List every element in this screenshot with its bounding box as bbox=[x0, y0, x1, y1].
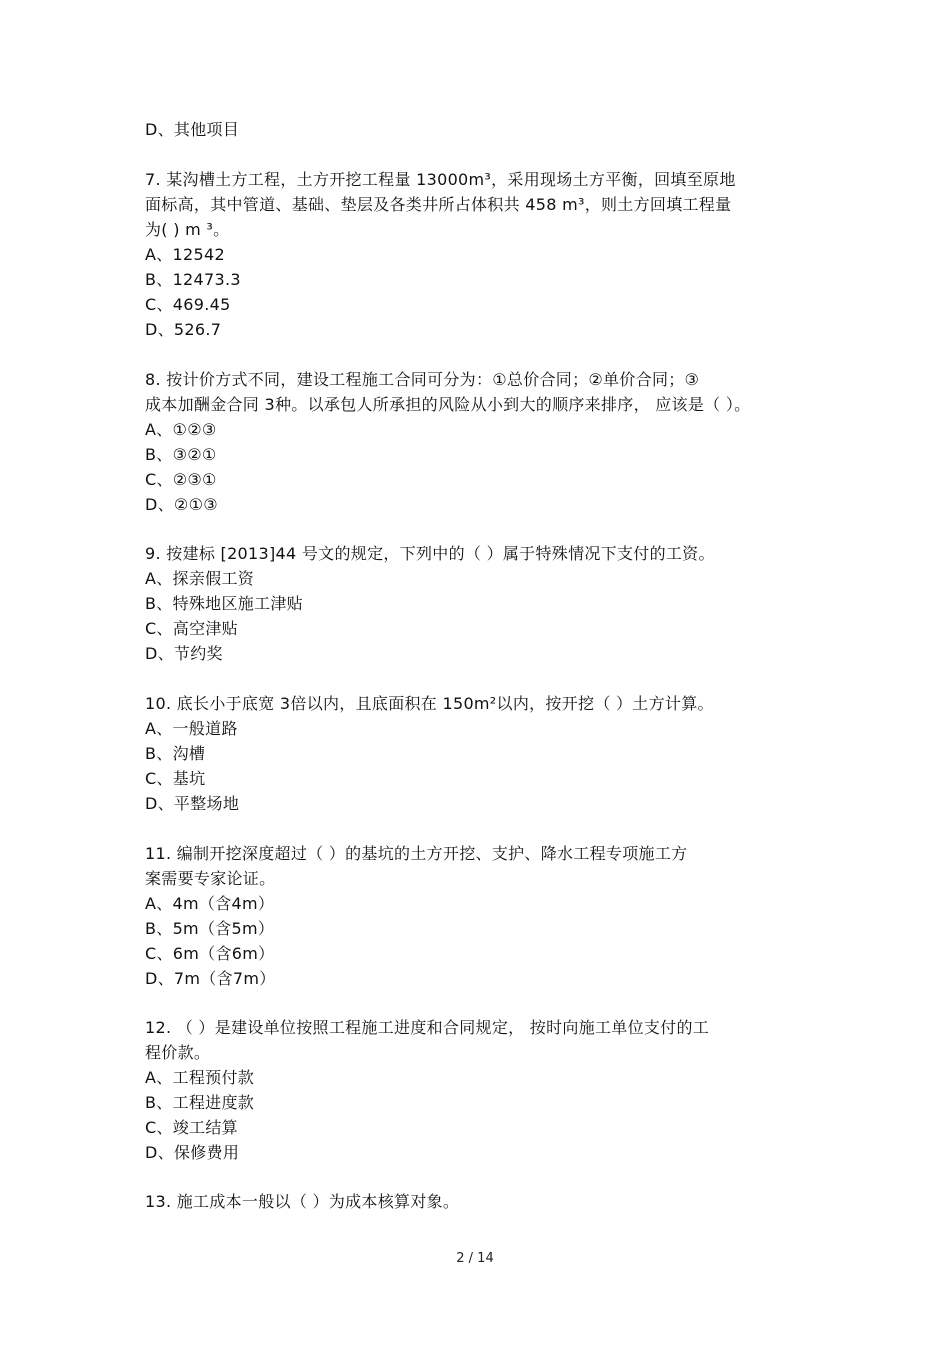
question-text: 成本加酬金合同 3种。以承包人所承担的风险从小到大的顺序来排序， 应该是（ ）。 bbox=[145, 395, 751, 414]
option-a: A、一般道路 bbox=[145, 719, 238, 738]
page-number: 2 / 14 bbox=[456, 1251, 494, 1266]
option-block-q6-tail bbox=[145, 117, 825, 142]
option-a: A、12542 bbox=[145, 245, 225, 264]
option-d: D、节约奖 bbox=[145, 644, 223, 663]
question-text: 面标高，其中管道、基础、垫层及各类井所占体积共 458 m³，则土方回填工程量 bbox=[145, 195, 732, 214]
question-8 bbox=[145, 367, 825, 517]
question-12 bbox=[145, 1015, 825, 1165]
option-b: B、特殊地区施工津贴 bbox=[145, 594, 303, 613]
option-d: D、平整场地 bbox=[145, 794, 240, 813]
question-text: 7. 某沟槽土方工程，土方开挖工程量 13000m³，采用现场土方平衡，回填至原地 bbox=[145, 170, 736, 189]
option-b: B、5m（含5m） bbox=[145, 919, 275, 938]
option-a: A、工程预付款 bbox=[145, 1068, 255, 1087]
option-d: D、526.7 bbox=[145, 320, 222, 339]
option-d: D、7m（含7m） bbox=[145, 969, 276, 988]
option-d: D、②①③ bbox=[145, 495, 218, 514]
option-a: A、①②③ bbox=[145, 420, 217, 439]
option-b: B、沟槽 bbox=[145, 744, 206, 763]
question-11 bbox=[145, 841, 825, 991]
option-b: B、③②① bbox=[145, 445, 217, 464]
question-text: 9. 按建标 [2013]44 号文的规定，下列中的（ ）属于特殊情况下支付的工资。 bbox=[145, 544, 715, 563]
question-text: 程价款。 bbox=[145, 1043, 211, 1062]
question-text: 8. 按计价方式不同，建设工程施工合同可分为：①总价合同；②单价合同；③ bbox=[145, 370, 700, 389]
question-text: 10. 底长小于底宽 3倍以内，且底面积在 150m²以内，按开挖（ ）土方计算。 bbox=[145, 694, 714, 713]
option-c: C、高空津贴 bbox=[145, 619, 238, 638]
question-text: 案需要专家论证。 bbox=[145, 869, 276, 888]
text-line: D、其他项目 bbox=[145, 120, 240, 139]
option-c: C、469.45 bbox=[145, 295, 231, 314]
option-c: C、基坑 bbox=[145, 769, 206, 788]
option-a: A、4m（含4m） bbox=[145, 894, 275, 913]
question-10 bbox=[145, 691, 825, 816]
option-c: C、②③① bbox=[145, 470, 217, 489]
question-text: 12. （ ）是建设单位按照工程施工进度和合同规定， 按时向施工单位支付的工 bbox=[145, 1018, 710, 1037]
option-a: A、探亲假工资 bbox=[145, 569, 255, 588]
question-text: 13. 施工成本一般以（ ）为成本核算对象。 bbox=[145, 1192, 460, 1211]
question-9 bbox=[145, 541, 825, 666]
option-b: B、工程进度款 bbox=[145, 1093, 255, 1112]
question-7 bbox=[145, 167, 825, 342]
option-d: D、保修费用 bbox=[145, 1143, 240, 1162]
question-text: 为( ) m ³。 bbox=[145, 220, 230, 239]
option-b: B、12473.3 bbox=[145, 270, 241, 289]
option-c: C、竣工结算 bbox=[145, 1118, 238, 1137]
question-13 bbox=[145, 1189, 825, 1214]
question-text: 11. 编制开挖深度超过（ ）的基坑的土方开挖、支护、降水工程专项施工方 bbox=[145, 844, 688, 863]
option-c: C、6m（含6m） bbox=[145, 944, 275, 963]
